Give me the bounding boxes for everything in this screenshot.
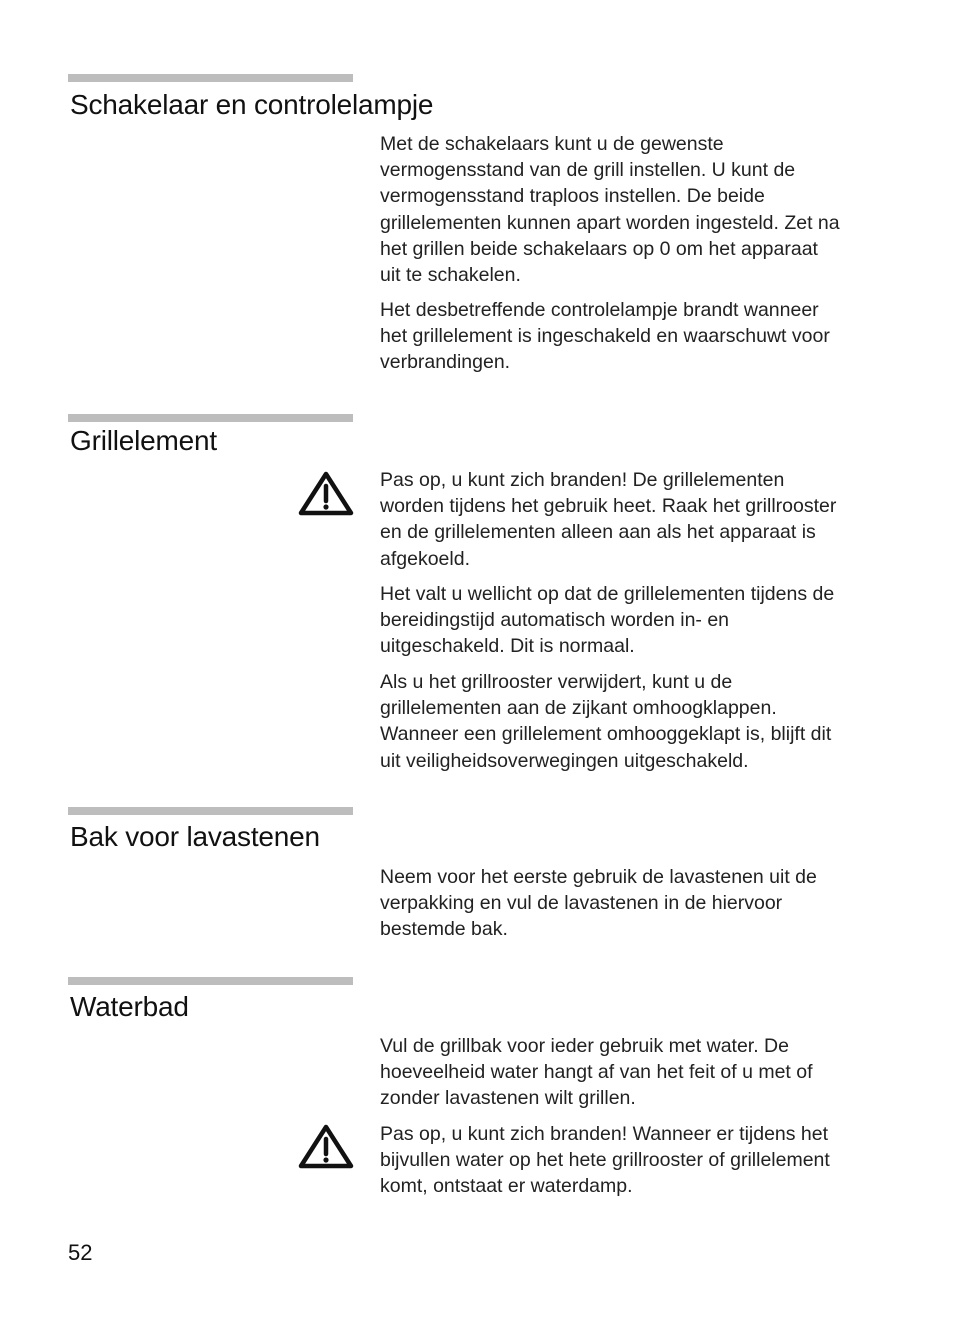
paragraph: Pas op, u kunt zich branden! Wanneer er tijdens het bijvullen water op het hete grillrooster of grillelement komt, ontstaat er waterdamp.	[380, 1123, 830, 1198]
paragraph: Als u het grillrooster verwijdert, kunt u de grillelementen aan de zijkant omhoogklappen. Wanneer een grillelement omhooggeklapt is, blijft dit uit veiligheidsoverwegingen uitgeschakeld.	[380, 671, 832, 772]
page-number: 52	[68, 1240, 93, 1265]
paragraph: Met de schakelaars kunt u de gewenste vermogensstand van de grill instellen. U kunt de vermogensstand traploos instellen. De beide grillelementen kunnen apart worden ingesteld. Zet na het grillen beide schakelaars op 0 om het apparaat uit te schakelen.	[380, 133, 840, 287]
paragraph: Het valt u wellicht op dat de grillelementen tijdens de bereidingstijd automatisch worden in- en uitgeschakeld. Dit is normaal.	[380, 583, 835, 658]
section-divider	[68, 807, 353, 815]
section-title: Schakelaar en controlelampje	[70, 89, 434, 120]
paragraph: Vul de grillbak voor ieder gebruik met water. De hoeveelheid water hangt af van het feit of u met of zonder lavastenen wilt grillen.	[380, 1035, 813, 1110]
section-divider	[68, 977, 353, 985]
section-title: Waterbad	[70, 991, 189, 1022]
section-title: Grillelement	[70, 425, 217, 456]
paragraph: Pas op, u kunt zich branden! De grillelementen worden tijdens het gebruik heet. Raak het grillrooster en de grillelementen alleen aan als het apparaat is afgekoeld.	[380, 469, 837, 570]
section-divider	[68, 414, 353, 422]
section-title: Bak voor lavastenen	[70, 821, 320, 852]
paragraph: Neem voor het eerste gebruik de lavastenen uit de verpakking en vul de lavastenen in de hiervoor bestemde bak.	[380, 866, 817, 941]
warning-triangle-icon	[298, 470, 354, 516]
warning-triangle-icon	[298, 1123, 354, 1169]
section-divider	[68, 74, 353, 82]
paragraph: Het desbetreffende controlelampje brandt wanneer het grillelement is ingeschakeld en waarschuwt voor verbrandingen.	[380, 299, 830, 374]
